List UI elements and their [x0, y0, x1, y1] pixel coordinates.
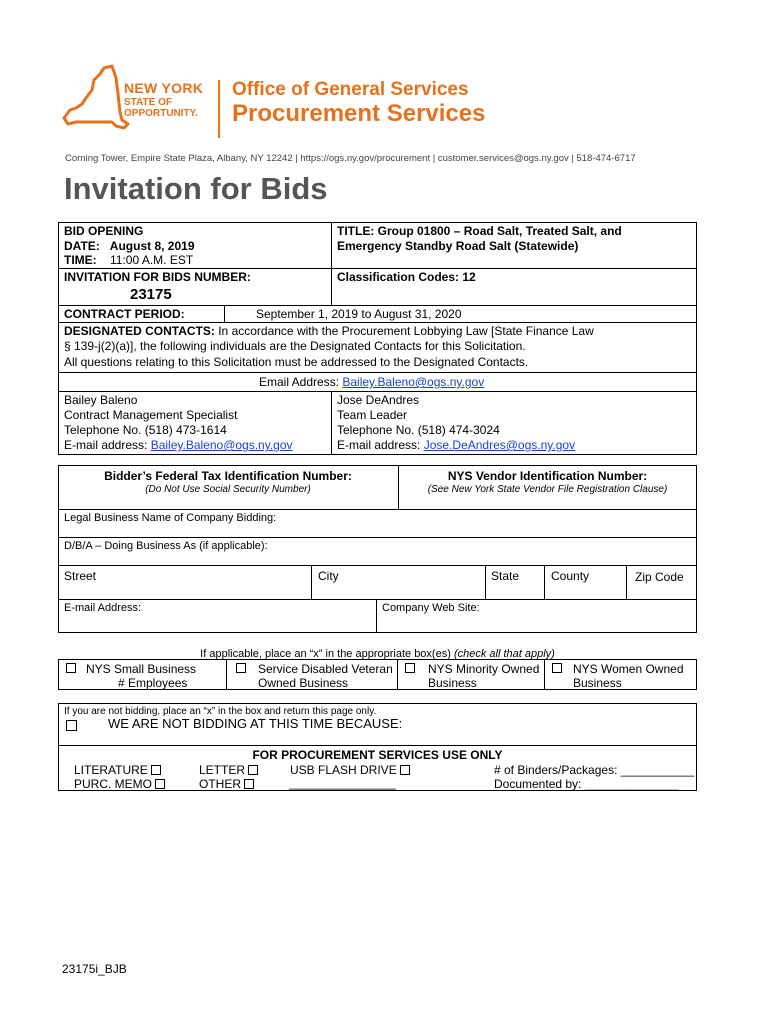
women-checkbox[interactable]: [552, 663, 562, 673]
page-title: Invitation for Bids: [64, 171, 328, 206]
zip-field[interactable]: Zip Code: [635, 570, 684, 584]
contact1-email: E-mail address: Bailey.Baleno@ogs.ny.gov: [64, 438, 293, 452]
other-blank[interactable]: ________________: [289, 776, 396, 790]
logo-ny: NEW YORK: [124, 80, 204, 96]
state-field[interactable]: State: [491, 569, 520, 583]
veteran-label-2: Owned Business: [258, 676, 349, 690]
county-field[interactable]: County: [551, 569, 590, 583]
contacts-text-3: All questions relating to this Solicitation must be addressed to the Designated Contacts.: [64, 355, 529, 369]
dba-field[interactable]: D/B/A – Doing Business As (if applicable):: [64, 540, 268, 552]
contact2-phone: Telephone No. (518) 474-3024: [337, 423, 500, 437]
literature-option: LITERATURE: [74, 763, 161, 777]
vendor-id-label: NYS Vendor Identification Number:: [447, 469, 648, 483]
documented-field[interactable]: Documented by: ______________: [494, 777, 679, 791]
letter-checkbox[interactable]: [248, 765, 258, 775]
logo-divider: [218, 80, 220, 138]
women-label-1: NYS Women Owned: [573, 662, 684, 676]
contacts-email-link[interactable]: Bailey.Baleno@ogs.ny.gov: [342, 375, 485, 389]
bid-title-1: TITLE: Group 01800 – Road Salt, Treated Salt, and: [337, 224, 622, 238]
contract-period-value: September 1, 2019 to August 31, 2020: [256, 307, 462, 321]
contacts-text-1: DESIGNATED CONTACTS: In accordance with the Procurement Lobbying Law [State Finance Law: [64, 324, 594, 338]
binders-field[interactable]: # of Binders/Packages: ___________: [494, 763, 695, 777]
bid-time: TIME: 11:00 A.M. EST: [64, 253, 194, 267]
other-checkbox[interactable]: [244, 779, 254, 789]
literature-checkbox[interactable]: [151, 765, 161, 775]
contract-period-label: CONTRACT PERIOD:: [64, 307, 185, 321]
women-label-2: Business: [573, 676, 622, 690]
bid-opening-label: BID OPENING: [64, 224, 144, 238]
minority-label-2: Business: [428, 676, 477, 690]
employees-label: # Employees: [118, 676, 188, 690]
not-bidding-label: WE ARE NOT BIDDING AT THIS TIME BECAUSE:: [108, 716, 403, 731]
classification-codes: Classification Codes: 12: [337, 270, 476, 284]
veteran-label-1: Service Disabled Veteran: [258, 662, 393, 676]
purc-memo-option: PURC. MEMO: [74, 777, 165, 791]
ifb-number: 23175: [130, 286, 172, 303]
contacts-email: Email Address: Bailey.Baleno@ogs.ny.gov: [259, 375, 485, 389]
ifb-label: INVITATION FOR BIDS NUMBER:: [64, 270, 251, 284]
email-field[interactable]: E-mail Address:: [64, 602, 142, 614]
tax-id-label: Bidder’s Federal Tax Identification Number:: [104, 469, 352, 483]
footer-code: 23175i_BJB: [62, 962, 127, 976]
city-field[interactable]: City: [318, 569, 339, 583]
bid-title-2: Emergency Standby Road Salt (Statewide): [337, 239, 579, 253]
tax-id-note: (Do Not Use Social Security Number): [145, 484, 311, 495]
bid-date-value: August 8, 2019: [109, 239, 195, 253]
contact1-email-link[interactable]: Bailey.Baleno@ogs.ny.gov: [150, 438, 293, 452]
small-business-checkbox[interactable]: [66, 663, 76, 673]
contact2-email-link[interactable]: Jose.DeAndres@ogs.ny.gov: [423, 438, 576, 452]
contact2-email: E-mail address: Jose.DeAndres@ogs.ny.gov: [337, 438, 576, 452]
contact2-name: Jose DeAndres: [337, 393, 420, 407]
not-bidding-instruction: If you are not bidding, place an “x” in the box and return this page only.: [64, 706, 377, 717]
logo-state: STATE OF: [124, 97, 172, 108]
letter-option: LETTER: [199, 763, 258, 777]
logo-opp: OPPORTUNITY.: [124, 108, 198, 119]
minority-label-1: NYS Minority Owned: [428, 662, 540, 676]
contact2-title: Team Leader: [337, 408, 408, 422]
street-field[interactable]: Street: [64, 569, 97, 583]
not-bidding-checkbox[interactable]: [66, 720, 77, 731]
contact1-title: Contract Management Specialist: [64, 408, 238, 422]
small-business-label: NYS Small Business: [86, 662, 197, 676]
website-field[interactable]: Company Web Site:: [382, 602, 480, 614]
procurement-heading: FOR PROCUREMENT SERVICES USE ONLY: [252, 748, 503, 762]
usb-checkbox[interactable]: [400, 765, 410, 775]
header-address: Corning Tower, Empire State Plaza, Albany, NY 12242 | https://ogs.ny.gov/procurement | customer.services@ogs.ny.gov | 518-474-6717: [65, 153, 636, 164]
bid-time-value: 11:00 A.M. EST: [110, 253, 194, 267]
other-option: OTHER: [199, 777, 254, 791]
contact1-phone: Telephone No. (518) 473-1614: [64, 423, 227, 437]
contact1-name: Bailey Baleno: [64, 393, 138, 407]
org-division: Procurement Services: [232, 100, 486, 127]
contacts-text-2: § 139-j(2)(a)], the following individuals are the Designated Contacts for this Solicitation.: [64, 339, 526, 353]
business-instruction: If applicable, place an “x” in the appropriate box(es) (check all that apply): [200, 648, 555, 660]
org-name: Office of General Services: [232, 79, 469, 100]
bid-date: DATE: August 8, 2019: [64, 239, 195, 253]
legal-name-field[interactable]: Legal Business Name of Company Bidding:: [64, 512, 277, 524]
vendor-id-note: (See New York State Vendor File Registration Clause): [427, 484, 668, 495]
purc-memo-checkbox[interactable]: [155, 779, 165, 789]
usb-option: USB FLASH DRIVE: [290, 763, 410, 777]
minority-checkbox[interactable]: [405, 663, 415, 673]
veteran-checkbox[interactable]: [236, 663, 246, 673]
nys-map-logo: [62, 64, 130, 142]
